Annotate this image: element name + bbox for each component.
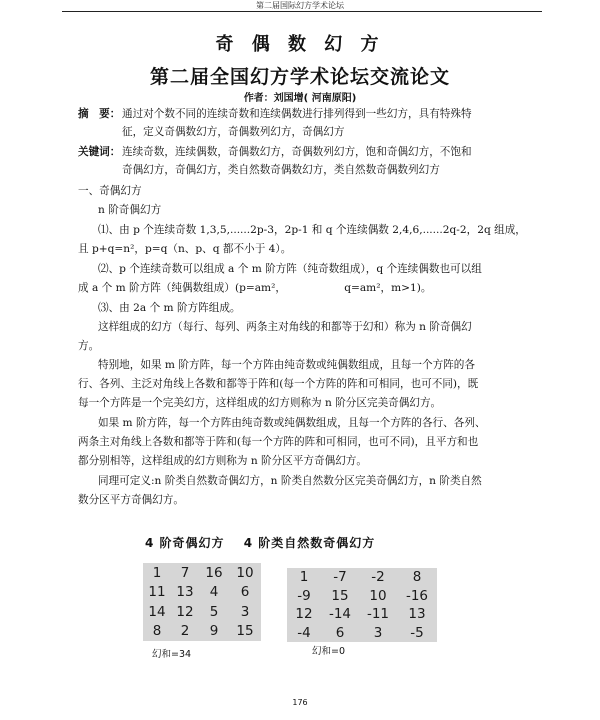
magic-square-cell: 10 <box>236 564 254 581</box>
magic-square-cell: 8 <box>412 569 422 586</box>
paper-title: 奇 偶 数 幻 方 <box>215 34 385 55</box>
magic-square-cell: -7 <box>333 569 347 586</box>
magic-square-cell: 9 <box>209 623 219 640</box>
magic-square-cell: 12 <box>295 606 313 623</box>
magic-square-cell: 7 <box>180 564 190 581</box>
magic-square-cell: -5 <box>410 624 424 641</box>
header-rule <box>62 11 542 12</box>
magic-square-cell: 13 <box>176 584 194 601</box>
body-line: ⑵、p 个连续奇数可以组成 a 个 m 阶方阵（纯奇数组成），q 个连续偶数也可以组 <box>98 263 482 275</box>
magic-square-cell: 13 <box>408 606 426 623</box>
keywords-line-1: 连续奇数，连续偶数，奇偶数幻方，奇偶数列幻方，饱和奇偶幻方，不饱和 <box>122 146 472 158</box>
magic-square-cell: 3 <box>240 603 250 620</box>
body-line: 两条主对角线上各数和都等于阵和(每一个方阵的阵和可相同，也可不同)，且平方和也 <box>78 436 479 448</box>
section-heading: 一、奇偶幻方 <box>78 185 142 197</box>
magic-square-2-title: 4 阶类自然数奇偶幻方 <box>243 536 376 550</box>
magic-square-cell: 1 <box>152 564 162 581</box>
body-line: 数分区平方奇偶幻方。 <box>78 494 184 506</box>
magic-square-1-sum: 幻和=34 <box>152 649 192 660</box>
body-line: 都分别相等，这样组成的幻方则称为 n 阶分区平方奇偶幻方。 <box>78 455 367 467</box>
abstract-line-1: 通过对个数不同的连续奇数和连续偶数进行排列得到一些幻方，具有特殊特 <box>122 108 472 120</box>
magic-square-2 <box>287 568 437 642</box>
magic-square-1-title: 4 阶奇偶幻方 <box>145 536 225 550</box>
body-line: ⑴、由 p 个连续奇数 1,3,5,......2p-3，2p-1 和 q 个连续偶数 2,4,6,......2q-2，2q 组成， <box>98 224 526 236</box>
magic-square-cell: 8 <box>152 623 162 640</box>
body-line: 每一个方阵是一个完美幻方，这样组成的幻方则称为 n 阶分区完美奇偶幻方。 <box>78 397 442 409</box>
magic-square-cell: -2 <box>371 569 385 586</box>
magic-square-cell: 6 <box>240 584 250 601</box>
page-number: 176 <box>292 698 308 707</box>
body-line: 这样组成的幻方（每行、每列、两条主对角线的和都等于幻和）称为 n 阶奇偶幻 <box>98 321 472 333</box>
magic-square-cell: 6 <box>335 624 345 641</box>
magic-square-cell: 16 <box>205 564 223 581</box>
body-line: 同理可定义:n 阶类自然数奇偶幻方，n 阶类自然数分区完美奇偶幻方，n 阶类自然 <box>98 475 482 487</box>
running-header: 第二届国际幻方学术论坛 <box>256 1 344 10</box>
keywords-label: 关键词： <box>78 146 121 158</box>
body-line: 且 p+q=n²，p=q（n、p、q 都不小于 4）。 <box>78 243 292 255</box>
magic-square-cell: 4 <box>209 584 219 601</box>
magic-square-cell: 15 <box>236 623 254 640</box>
abstract-label: 摘 要： <box>78 108 121 120</box>
magic-square-cell: -16 <box>405 587 429 604</box>
magic-square-cell: -4 <box>297 624 311 641</box>
magic-square-cell: 3 <box>373 624 383 641</box>
magic-square-1 <box>143 563 261 641</box>
magic-square-cell: 11 <box>148 584 166 601</box>
subsection-heading: n 阶奇偶幻方 <box>98 204 162 216</box>
body-line: 方。 <box>78 340 100 352</box>
magic-square-cell: -9 <box>297 587 311 604</box>
magic-square-cell: 2 <box>180 623 190 640</box>
magic-square-cell: 5 <box>209 603 219 620</box>
abstract-line-2: 征，定义奇偶数幻方，奇偶数列幻方，奇偶幻方 <box>122 126 345 138</box>
body-line: 成 a 个 m 阶方阵（纯偶数组成）(p=am²， q=am²，m>1)。 <box>78 282 432 294</box>
body-line: 如果 m 阶方阵，每一个方阵由纯奇数或纯偶数组成，且每一个方阵的各行、各列、 <box>98 417 486 429</box>
body-line: 行、各列、主泛对角线上各数和都等于阵和(每一个方阵的阵和可相同，也可不同)，既 <box>78 378 479 390</box>
magic-square-headings <box>145 534 389 551</box>
magic-square-cell: 10 <box>369 587 387 604</box>
magic-square-cell: 12 <box>176 603 194 620</box>
magic-square-cell: -14 <box>328 606 352 623</box>
keywords-line-2: 奇偶幻方，奇偶幻方，类自然数奇偶数幻方，类自然数奇偶数列幻方 <box>122 164 440 176</box>
magic-square-2-sum: 幻和=0 <box>312 646 346 657</box>
paper-subtitle: 第二届全国幻方学术论坛交流论文 <box>149 66 450 88</box>
magic-square-cell: 1 <box>299 569 309 586</box>
magic-square-cell: 15 <box>331 587 349 604</box>
author-line: 作者：刘国增( 河南原阳) <box>243 93 357 104</box>
body-line: ⑶、由 2a 个 m 阶方阵组成。 <box>98 302 241 314</box>
magic-square-cell: -11 <box>366 606 390 623</box>
body-line: 特别地，如果 m 阶方阵，每一个方阵由纯奇数或纯偶数组成，且每一个方阵的各 <box>98 359 475 371</box>
magic-square-cell: 14 <box>148 603 166 620</box>
